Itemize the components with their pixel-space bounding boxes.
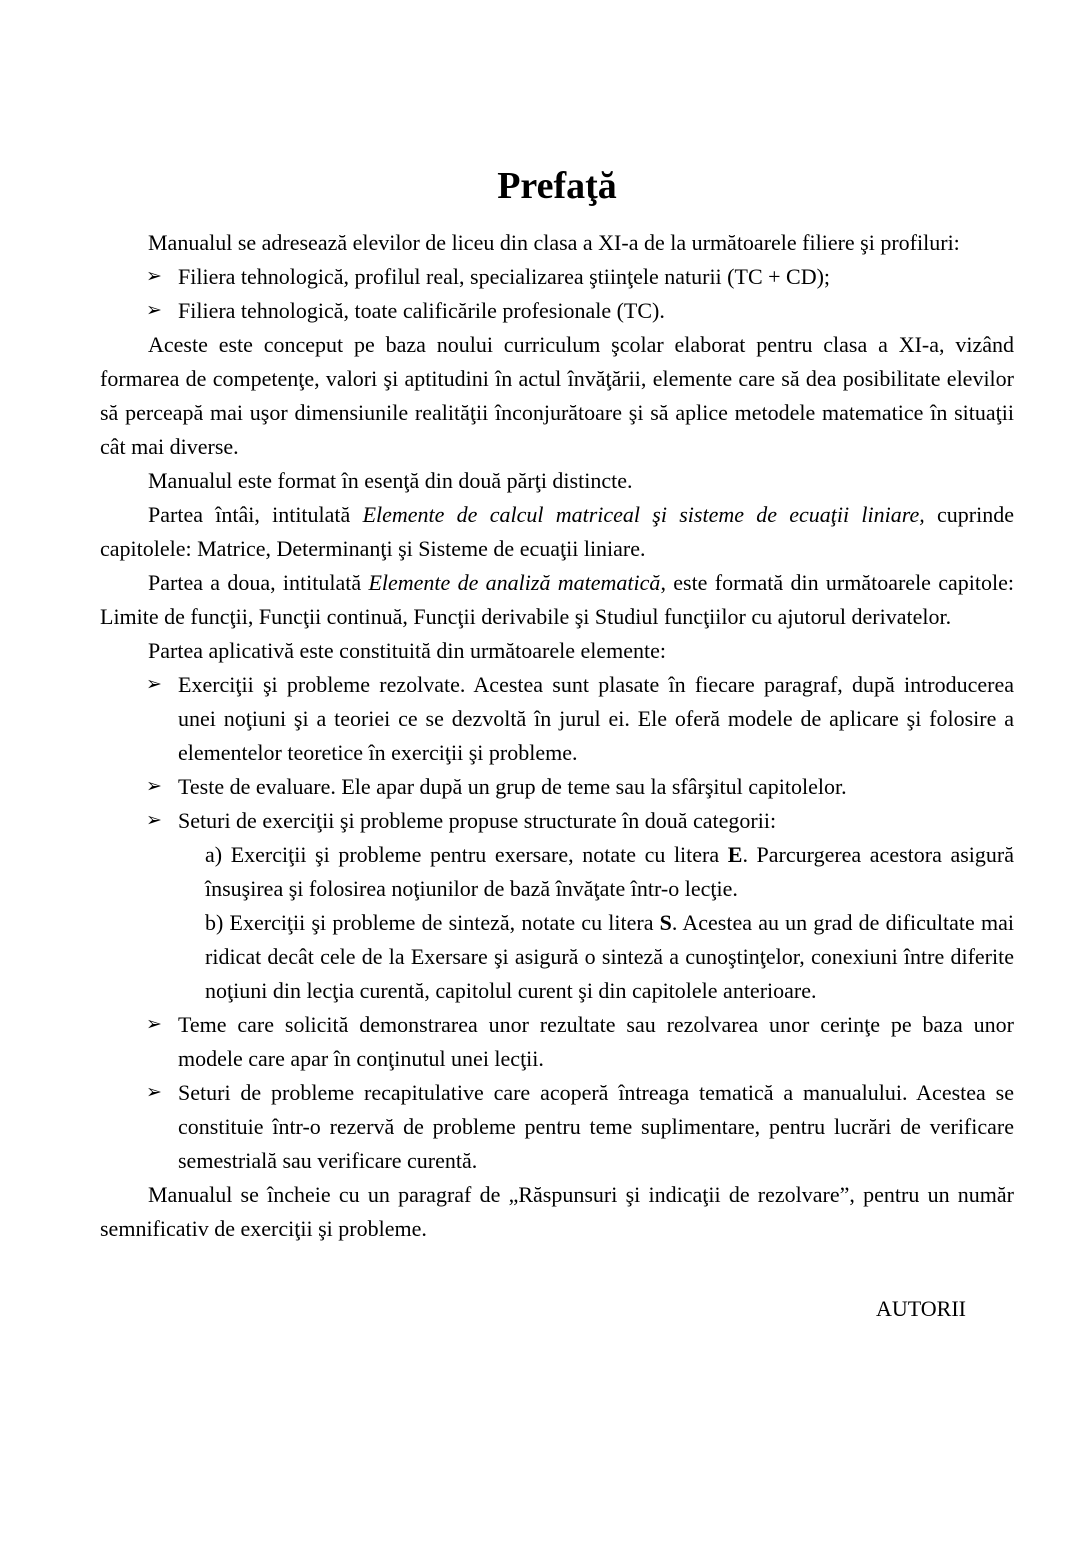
text-run: Partea a doua, intitulată <box>148 570 369 595</box>
text-run: cuprinde capitolele: Matrice, Determinanţi şi Sisteme de ecuaţii liniare. <box>100 502 1014 561</box>
list-item-teste <box>100 770 1014 804</box>
list-item-exercitii-rezolvate <box>100 668 1014 770</box>
list-item-text: Filiera tehnologică, profilul real, specializarea ştiinţele naturii (TC + CD); <box>178 264 831 289</box>
list-item-filiera-1 <box>100 260 1014 294</box>
bold-run: E <box>727 842 743 867</box>
arrow-bullet-icon: ➢ <box>146 1014 162 1035</box>
arrow-bullet-icon: ➢ <box>146 266 162 287</box>
partea-intai-paragraph <box>100 498 1014 566</box>
arrow-bullet-icon: ➢ <box>146 810 162 831</box>
list-item-text: Teste de evaluare. Ele apar după un grup de teme sau la sfârşitul capitolelor. <box>178 774 847 799</box>
list-item-teme <box>100 1008 1014 1076</box>
arrow-bullet-icon: ➢ <box>146 300 162 321</box>
list-item-filiera-2 <box>100 294 1014 328</box>
text-run: Partea întâi, intitulată <box>148 502 363 527</box>
list-item-text: Filiera tehnologică, toate calificările profesionale (TC). <box>178 298 665 323</box>
list-item-recapitulative <box>100 1076 1014 1178</box>
italic-run: Elemente de analiză matematică <box>368 570 661 595</box>
arrow-bullet-icon: ➢ <box>146 1082 162 1103</box>
list-item-text: Exerciţii şi probleme rezolvate. Acestea sunt plasate în fiecare paragraf, după introducerea unei noţiuni şi a teoriei ce se dezvoltă în jurul ei. Ele oferă modele de aplicare şi folosire a elementelor teoretice în exerciţii şi probleme. <box>178 672 1014 765</box>
arrow-bullet-icon: ➢ <box>146 776 162 797</box>
sub-item-b <box>100 906 1014 1008</box>
list-item-seturi <box>100 804 1014 838</box>
arrow-bullet-icon: ➢ <box>146 674 162 695</box>
authors-signature: AUTORII <box>875 1296 966 1321</box>
partea-doua-paragraph <box>100 566 1014 634</box>
list-item-text: Teme care solicită demonstrarea unor rezultate sau rezolvarea unor cerinţe pe baza unor modele care apar în conţinutul unei lecţii. <box>178 1012 1014 1071</box>
list-item-text: Seturi de exerciţii şi probleme propuse structurate în două categorii: <box>178 808 777 833</box>
intro-paragraph: Manualul se adresează elevilor de liceu din clasa a XI-a de la următoarele filiere şi profiluri: <box>148 230 960 255</box>
aplicativa-paragraph: Partea aplicativă este constituită din următoarele elemente: <box>148 638 666 663</box>
text-run: . Parcurgerea acestora asigură însuşirea şi folosirea noţiunilor de bază învăţate într-o lecţie. <box>205 842 1014 901</box>
text-run: a) Exerciţii şi probleme pentru exersare, notate cu litera <box>205 842 728 867</box>
page-title: Prefaţă <box>497 165 617 207</box>
text-run: b) Exerciţii şi probleme de sinteză, notate cu litera <box>205 910 660 935</box>
bold-run: S <box>659 910 672 935</box>
concept-paragraph: Aceste este conceput pe baza noului curriculum şcolar elaborat pentru clasa a XI-a, vizând formarea de competenţe, valori şi aptitudini în actul învăţării, elemente care să dea posibilitate elevilor să perceapă mai uşor dimensiunile realităţii înconjurătoare şi să aplice metodele matematice în situaţii cât mai diverse. <box>100 332 1014 459</box>
italic-run: Elemente de calcul matriceal şi sisteme de ecuaţii liniare, <box>362 502 925 527</box>
format-paragraph: Manualul este format în esenţă din două părţi distincte. <box>148 468 633 493</box>
list-item-text: Seturi de probleme recapitulative care acoperă întreaga tematică a manualului. Acestea se constituie într-o rezervă de probleme pentru teme suplimentare, pentru lucrări de verificare semestrială sau verificare curentă. <box>178 1080 1014 1173</box>
incheiere-paragraph: Manualul se încheie cu un paragraf de „Răspunsuri şi indicaţii de rezolvare”, pentru un număr semnificativ de exerciţii şi probleme. <box>100 1182 1014 1241</box>
text-run: . Acestea au un grad de dificultate mai ridicat decât cele de la Exersare şi asigură o sinteză a cunoştinţelor, conexiuni între diferite noţiuni din lecţia curentă, capitolul curent şi din capitolele anterioare. <box>205 910 1014 1003</box>
text-run: , este formată din următoarele capitole: Limite de funcţii, Funcţii continuă, Funcţii derivabile şi Studiul funcţiilor cu ajutorul derivatelor. <box>100 570 1015 629</box>
sub-item-a <box>100 838 1014 906</box>
